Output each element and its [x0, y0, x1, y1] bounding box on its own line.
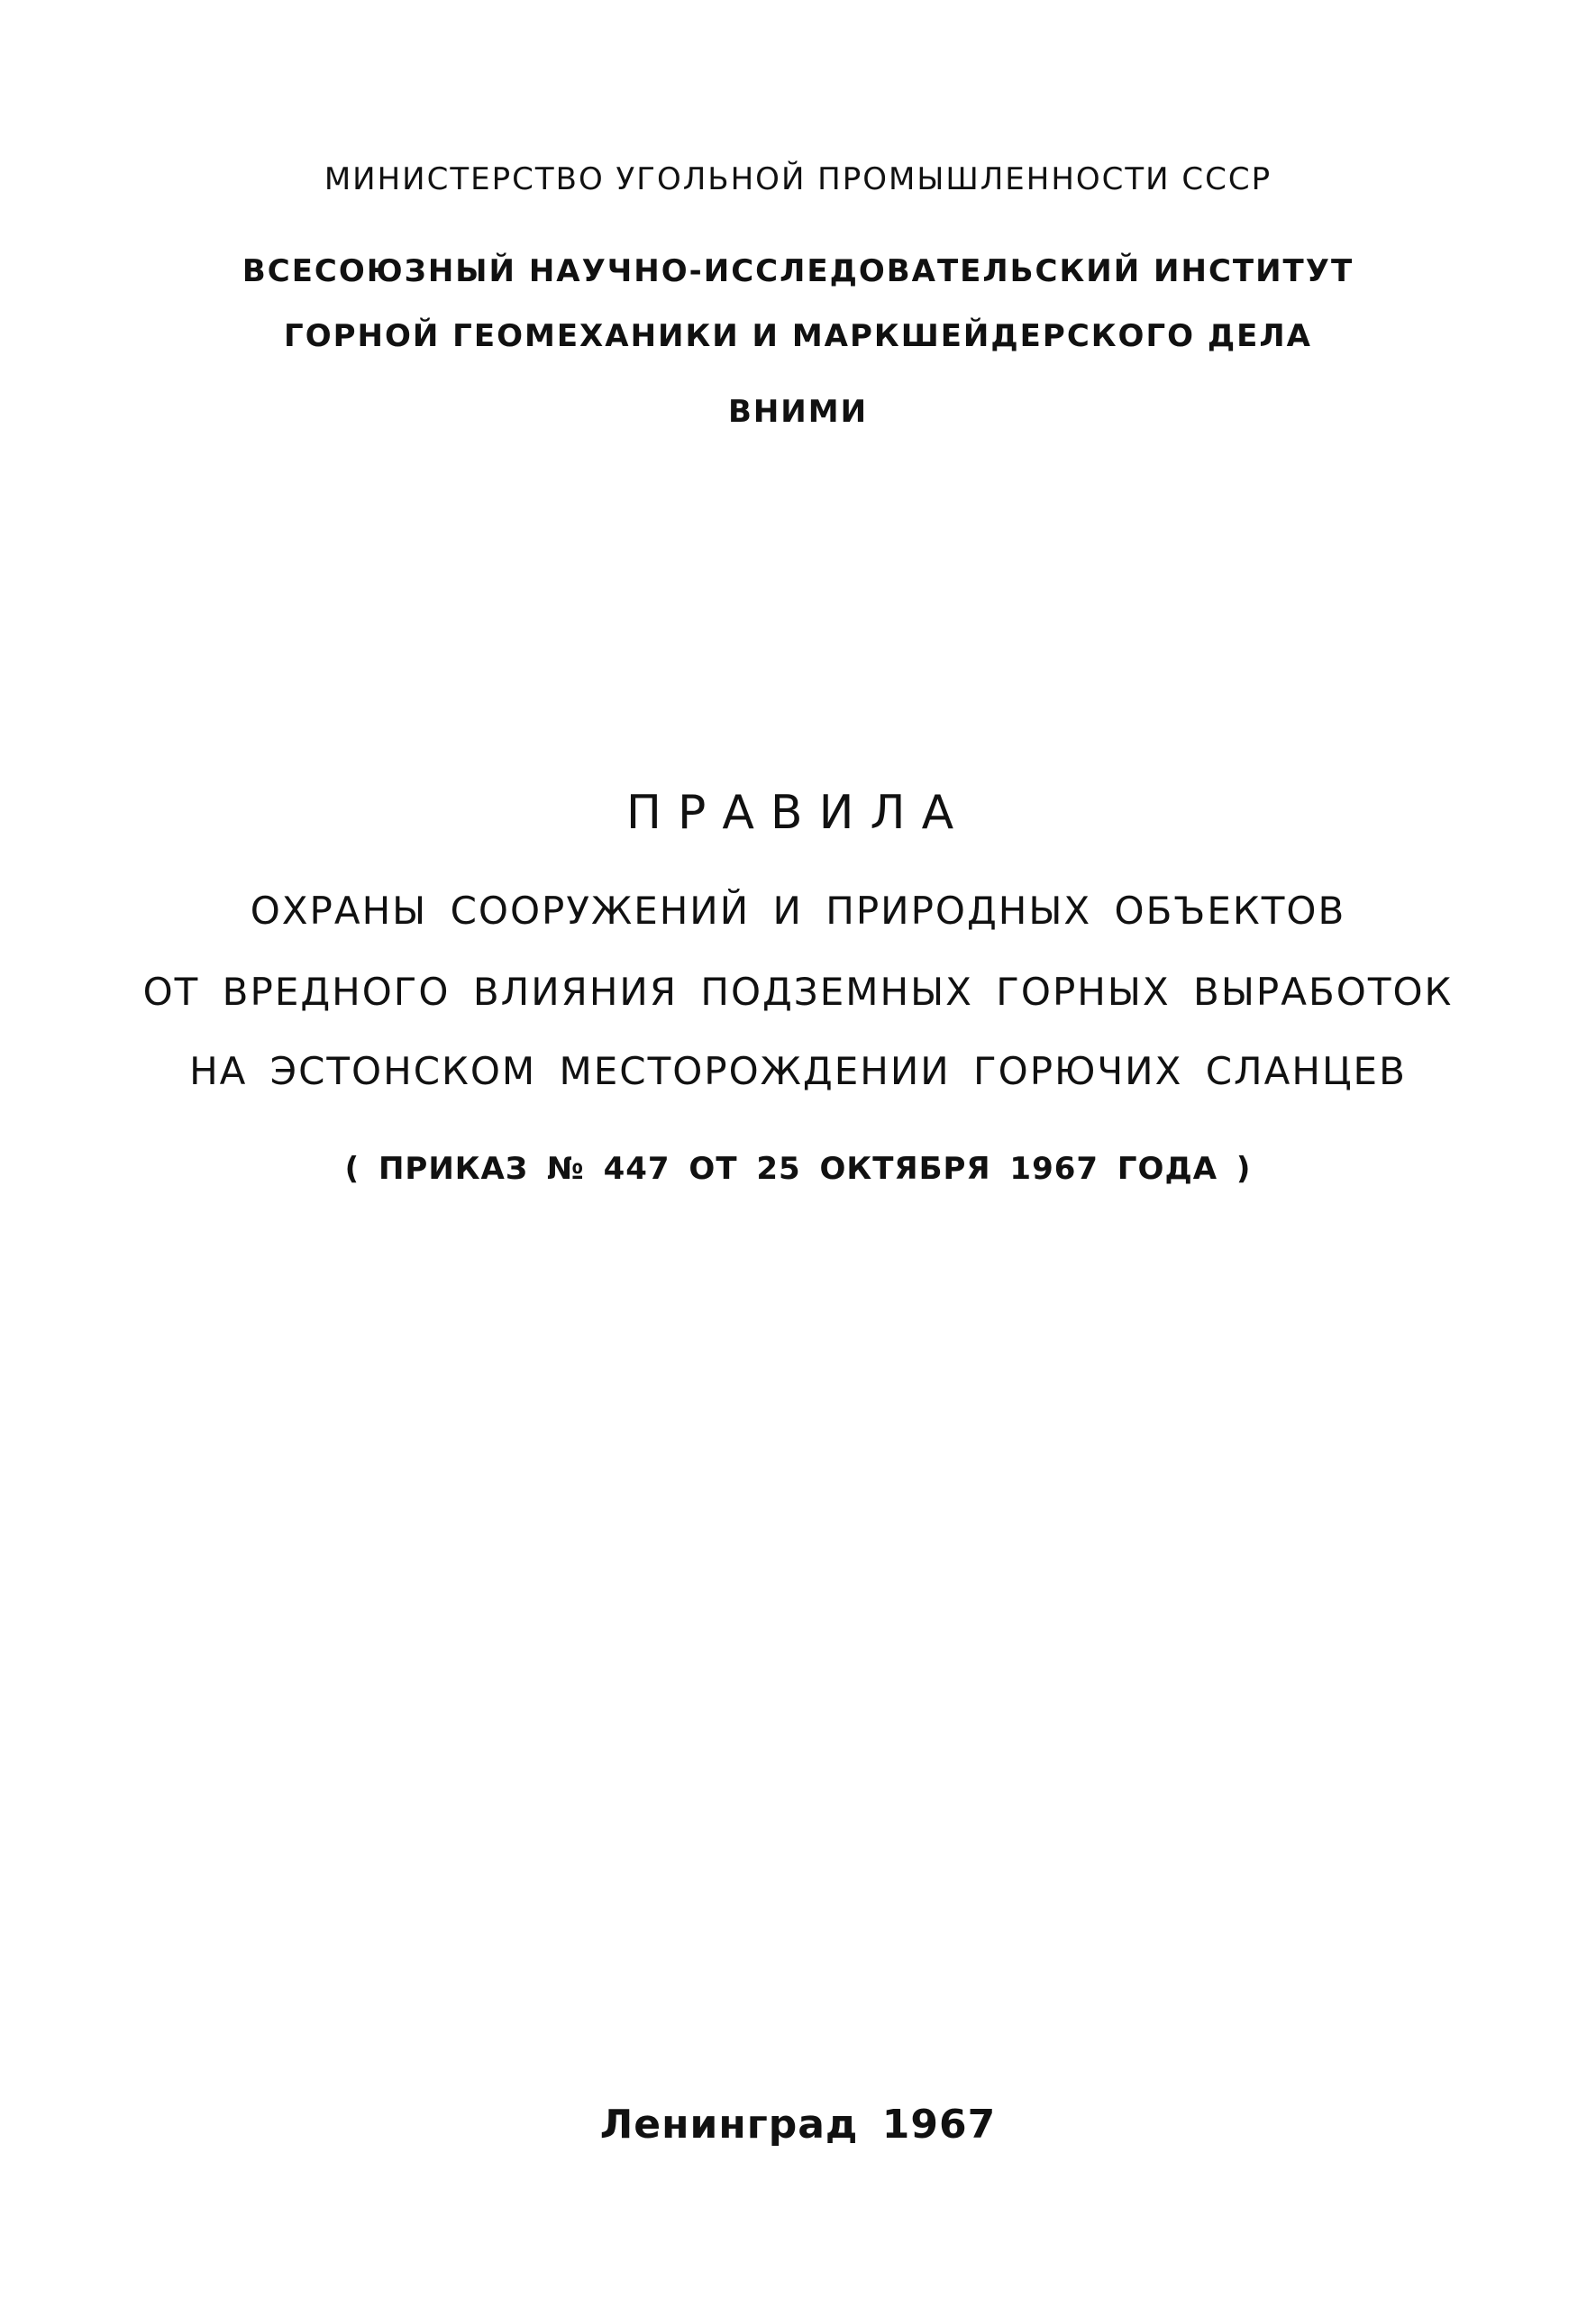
institute-name-line-2: ГОРНОЙ ГЕОМЕХАНИКИ И МАРКШЕЙДЕРСКОГО ДЕЛА	[284, 318, 1312, 354]
document-title: ПРАВИЛА	[625, 786, 971, 840]
document-subtitle-line-2: ОТ ВРЕДНОГО ВЛИЯНИЯ ПОДЗЕМНЫХ ГОРНЫХ ВЫРАБОТОК	[142, 970, 1454, 1014]
institute-name-line-1: ВСЕСОЮЗНЫЙ НАУЧНО-ИССЛЕДОВАТЕЛЬСКИЙ ИНСТИТУТ	[242, 253, 1354, 289]
institute-abbreviation: ВНИМИ	[727, 394, 869, 430]
order-reference: ( ПРИКАЗ № 447 ОТ 25 ОКТЯБРЯ 1967 ГОДА )	[344, 1151, 1252, 1187]
document-subtitle-line-3: НА ЭСТОНСКОМ МЕСТОРОЖДЕНИИ ГОРЮЧИХ СЛАНЦЕВ	[189, 1049, 1407, 1093]
ministry-name: МИНИСТЕРСТВО УГОЛЬНОЙ ПРОМЫШЛЕННОСТИ СССР	[324, 161, 1272, 197]
publication-place-year: Ленинград 1967	[599, 2102, 997, 2148]
document-subtitle-line-1: ОХРАНЫ СООРУЖЕНИЙ И ПРИРОДНЫХ ОБЪЕКТОВ	[250, 889, 1346, 933]
